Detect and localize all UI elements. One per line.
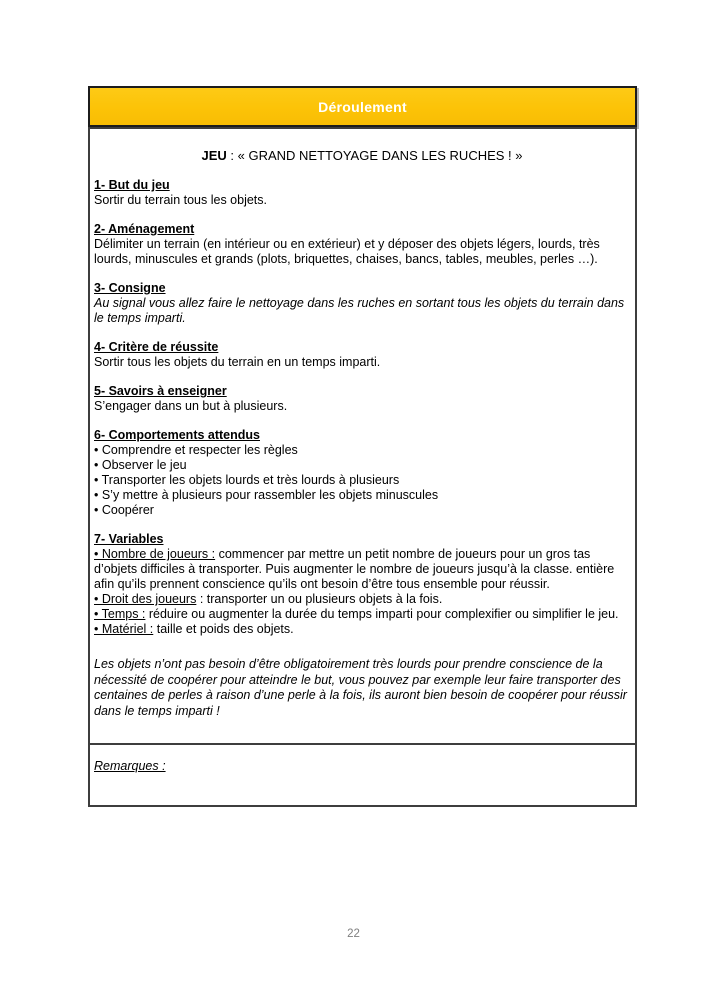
section-heading: 3- Consigne — [94, 281, 166, 295]
variable-text: commencer par mettre un petit nombre de joueurs pour un gros tas d’objets difficiles à transporter. Puis augmenter le nombre de joueurs jusqu’à la classe. entière afin qu’ils prennent conscience qu’ils ont besoin d’être tous ensemble pour réussir. — [94, 547, 615, 591]
page-number: 22 — [347, 928, 360, 940]
section-amenagement — [94, 222, 630, 267]
variable-text: taille et poids des objets. — [153, 622, 294, 636]
section-body: Au signal vous allez faire le nettoyage dans les ruches en sortant tous les objets du terrain dans le temps imparti. — [94, 296, 625, 325]
variable-label: • Temps : — [94, 607, 146, 621]
variable-item — [94, 622, 630, 637]
section-body: Délimiter un terrain (en intérieur ou en extérieur) et y déposer des objets légers, lourds, très lourds, minuscules et grands (plots, briquettes, chaises, bancs, tables, meubles, perles …). — [94, 237, 600, 266]
bullet-item: • Observer le jeu — [94, 458, 187, 472]
bullet-item: • Comprendre et respecter les règles — [94, 443, 298, 457]
variable-label: • Droit des joueurs — [94, 592, 197, 606]
game-title-rest: : « GRAND NETTOYAGE DANS LES RUCHES ! » — [226, 148, 523, 163]
bullet-item: • Coopérer — [94, 503, 154, 517]
remarks-label: Remarques : — [94, 759, 166, 773]
section-savoirs-a-enseigner — [94, 384, 630, 414]
game-title — [94, 148, 630, 164]
section-body: Sortir tous les objets du terrain en un temps imparti. — [94, 355, 381, 369]
variable-item — [94, 607, 630, 622]
section-heading: 6- Comportements attendus — [94, 428, 260, 442]
variable-item — [94, 592, 630, 607]
section-body: Sortir du terrain tous les objets. — [94, 193, 267, 207]
main-content-box — [88, 127, 637, 745]
section-critere-de-reussite — [94, 340, 630, 370]
banner-title: Déroulement — [318, 98, 407, 115]
section-body: S’engager dans un but à plusieurs. — [94, 399, 288, 413]
section-consigne — [94, 281, 630, 326]
variable-label: • Nombre de joueurs : — [94, 547, 216, 561]
section-heading: 1- But du jeu — [94, 178, 170, 192]
variable-text: réduire ou augmenter la durée du temps imparti pour complexifier ou simplifier le jeu. — [145, 607, 619, 621]
variable-item — [94, 547, 630, 592]
cooperation-note: Les objets n’ont pas besoin d’être obligatoirement très lourds pour prendre conscience de la nécessité de coopérer pour atteindre le but, vous pouvez par exemple leur faire transporter des centaines de perles à raison d’une perle à la fois, ils auront bien besoin de coopérer pour réussir dans le temps imparti ! — [94, 657, 627, 718]
section-variables — [94, 532, 630, 637]
variable-label: • Matériel : — [94, 622, 154, 636]
section-heading: 4- Critère de réussite — [94, 340, 219, 354]
section-heading: 7- Variables — [94, 532, 164, 546]
section-but-du-jeu — [94, 178, 630, 208]
game-title-lead: JEU — [201, 148, 227, 163]
remarks-box — [88, 745, 637, 807]
header-banner — [88, 86, 637, 127]
variable-text: : transporter un ou plusieurs objets à la fois. — [196, 592, 443, 606]
bullet-item: • Transporter les objets lourds et très lourds à plusieurs — [94, 473, 400, 487]
section-comportements-attendus — [94, 428, 630, 518]
section-heading: 2- Aménagement — [94, 222, 195, 236]
bullet-item: • S’y mettre à plusieurs pour rassembler les objets minuscules — [94, 488, 439, 502]
section-heading: 5- Savoirs à enseigner — [94, 384, 227, 398]
